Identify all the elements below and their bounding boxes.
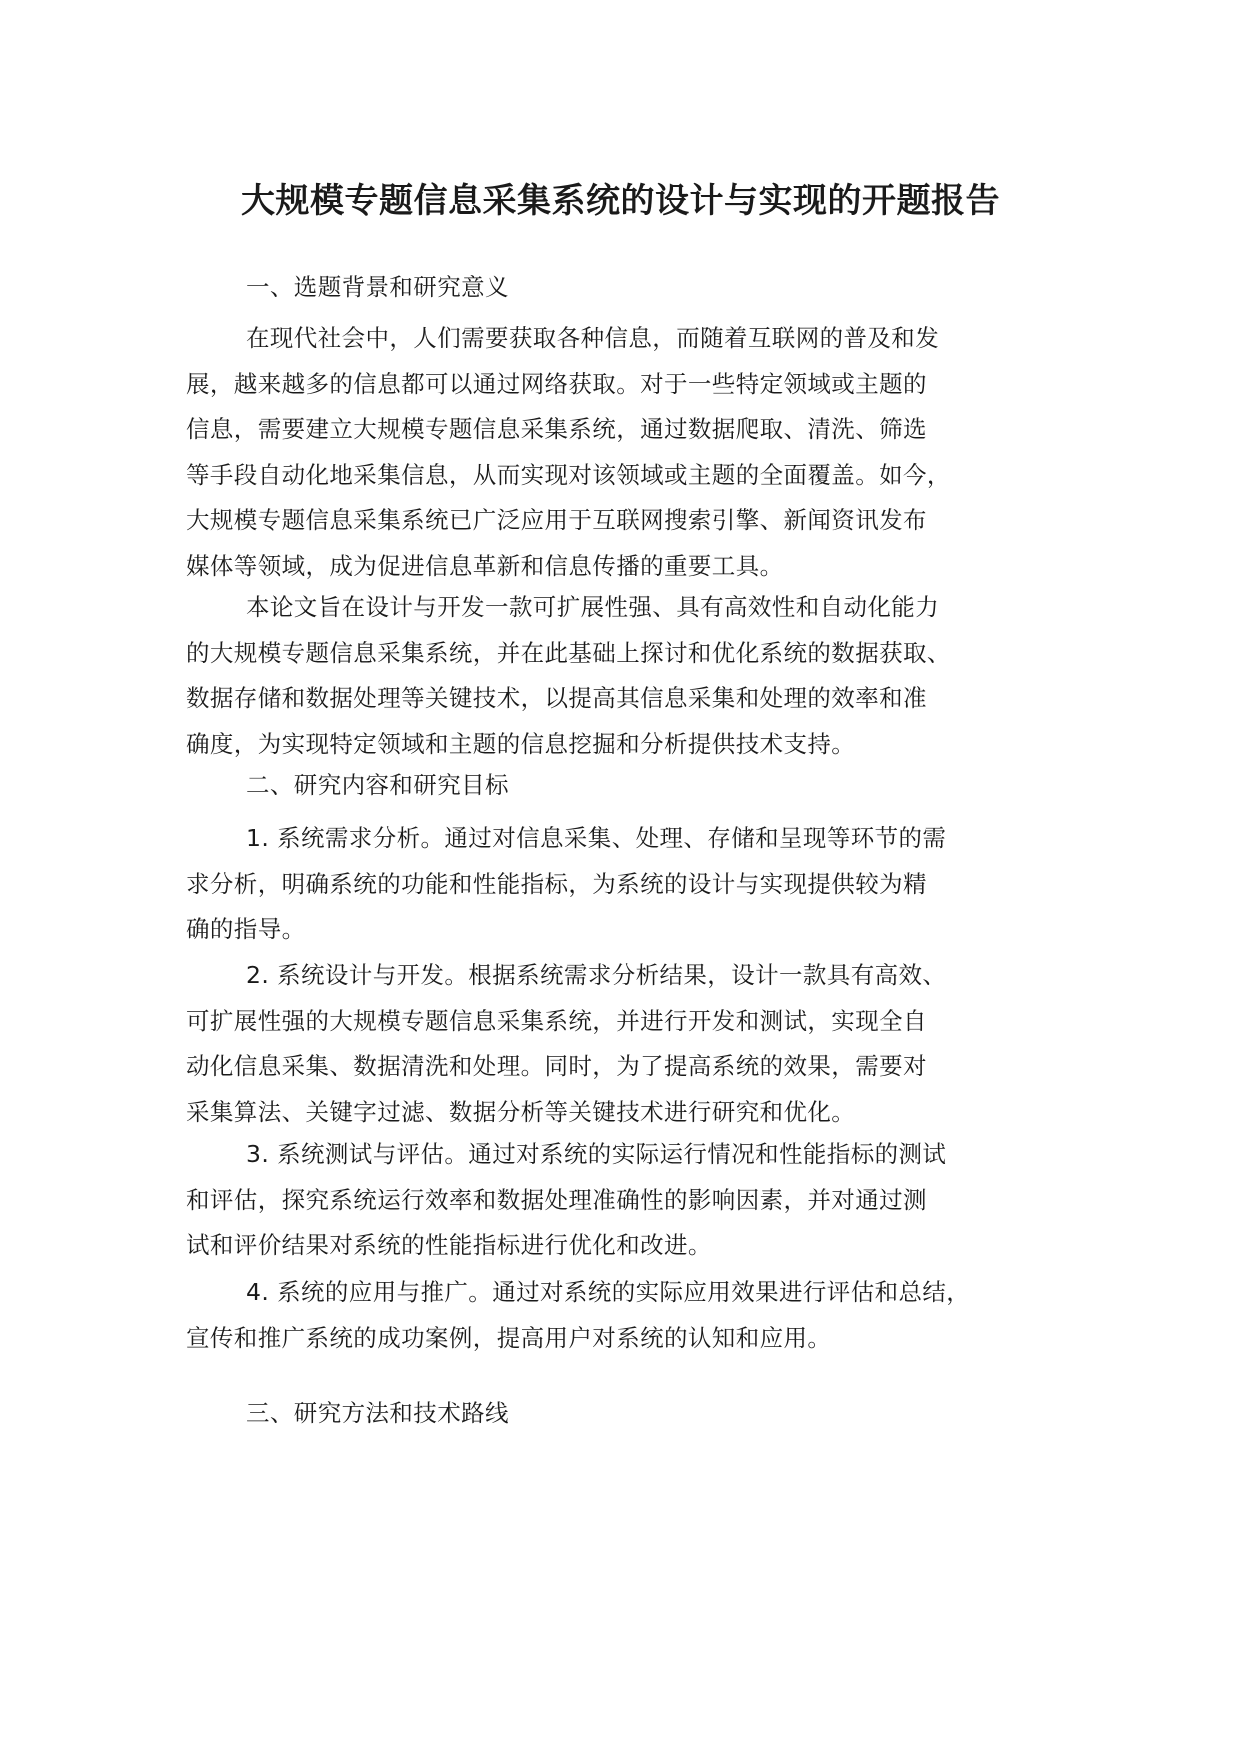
- paragraph-line: 确度，为实现特定领域和主题的信息挖掘和分析提供技术支持。: [186, 729, 856, 758]
- paragraph-line: 和评估，探究系统运行效率和数据处理准确性的影响因素，并对通过测: [186, 1185, 927, 1214]
- paragraph-line: 的大规模专题信息采集系统，并在此基础上探讨和优化系统的数据获取、: [186, 638, 951, 667]
- paragraph-line: 可扩展性强的大规模专题信息采集系统，并进行开发和测试，实现全自: [186, 1006, 927, 1035]
- list-item-3: [186, 1132, 1076, 1269]
- paragraph-line: 4. 系统的应用与推广。通过对系统的实际应用效果进行评估和总结，: [246, 1278, 971, 1306]
- paragraph-purpose: [186, 585, 1076, 767]
- paragraph-line: 媒体等领域，成为促进信息革新和信息传播的重要工具。: [186, 551, 784, 580]
- paragraph-line: 采集算法、关键字过滤、数据分析等关键技术进行研究和优化。: [186, 1097, 856, 1126]
- paragraph-line: 宣传和推广系统的成功案例，提高用户对系统的认知和应用。: [186, 1323, 832, 1352]
- paragraph-line: 试和评价结果对系统的性能指标进行优化和改进。: [186, 1231, 712, 1259]
- paragraph-line: 1. 系统需求分析。通过对信息采集、处理、存储和呈现等环节的需: [246, 824, 947, 852]
- section-heading-text: 二、研究内容和研究目标: [246, 771, 509, 799]
- paragraph-line: 本论文旨在设计与开发一款可扩展性强、具有高效性和自动化能力: [246, 593, 940, 621]
- paragraph-line: 3. 系统测试与评估。通过对系统的实际运行情况和性能指标的测试: [246, 1140, 947, 1168]
- paragraph-background: [186, 316, 1076, 589]
- paragraph-line: 大规模专题信息采集系统已广泛应用于互联网搜索引擎、新闻资讯发布: [186, 506, 927, 534]
- section-heading-text: 三、研究方法和技术路线: [246, 1399, 509, 1427]
- list-item-2: [186, 953, 1076, 1135]
- section-heading-2: [186, 763, 1076, 809]
- paragraph-line: 等手段自动化地采集信息，从而实现对该领域或主题的全面覆盖。如今，: [186, 460, 951, 489]
- paragraph-line: 动化信息采集、数据清洗和处理。同时，为了提高系统的效果，需要对: [186, 1052, 927, 1080]
- paragraph-line: 数据存储和数据处理等关键技术，以提高其信息采集和处理的效率和准: [186, 684, 927, 712]
- paragraph-line: 求分析，明确系统的功能和性能指标，为系统的设计与实现提供较为精: [186, 869, 927, 898]
- list-item-4: [186, 1270, 1076, 1361]
- section-heading-3: [186, 1391, 1076, 1437]
- page-title: 大规模专题信息采集系统的设计与实现的开题报告: [241, 181, 1000, 221]
- paragraph-line: 确的指导。: [186, 915, 306, 943]
- list-item-1: [186, 816, 1076, 953]
- paragraph-line: 2. 系统设计与开发。根据系统需求分析结果，设计一款具有高效、: [246, 961, 947, 989]
- paragraph-line: 在现代社会中，人们需要获取各种信息，而随着互联网的普及和发: [246, 324, 940, 352]
- paragraph-line: 信息，需要建立大规模专题信息采集系统，通过数据爬取、清洗、筛选: [186, 415, 927, 443]
- paragraph-line: 展，越来越多的信息都可以通过网络获取。对于一些特定领域或主题的: [186, 369, 927, 398]
- section-heading-1: [186, 265, 1076, 311]
- section-heading-text: 一、选题背景和研究意义: [246, 273, 509, 301]
